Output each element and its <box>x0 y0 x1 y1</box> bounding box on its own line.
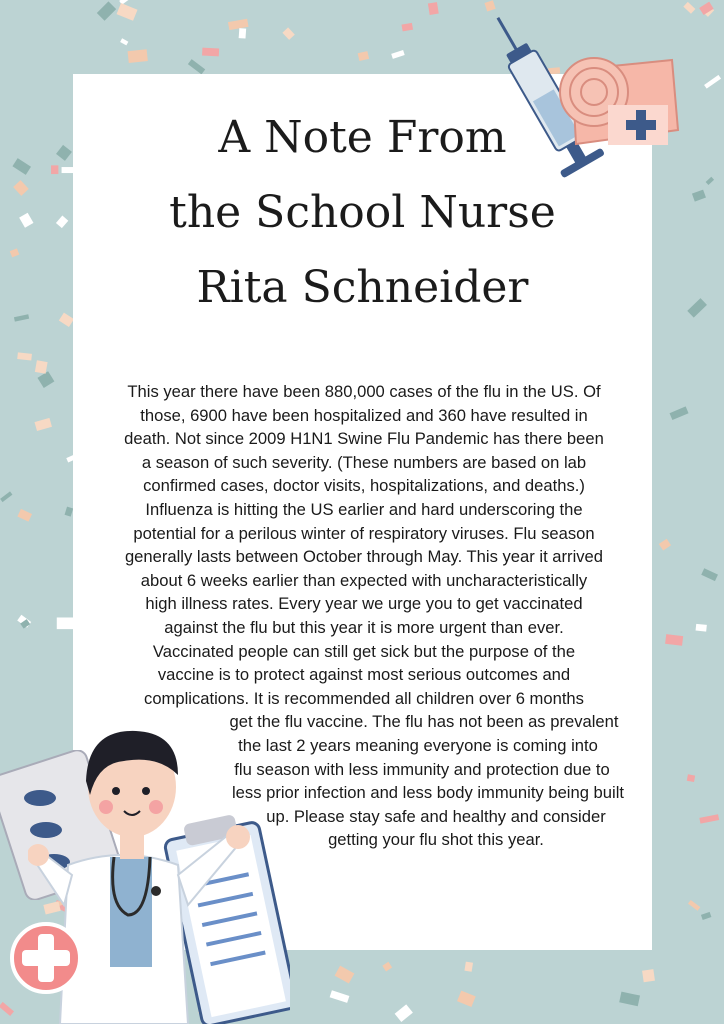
confetti-piece <box>117 3 138 21</box>
confetti-piece <box>202 48 219 57</box>
confetti-piece <box>97 1 116 20</box>
title-line: the School Nurse <box>169 187 556 238</box>
confetti-piece <box>457 991 476 1007</box>
confetti-piece <box>10 248 20 257</box>
title-line: A Note From <box>218 112 507 163</box>
body-line: potential for a perilous winter of respiratory viruses. Flu season <box>133 523 595 543</box>
body-line: complications. It is recommended all children over 6 months <box>144 688 584 708</box>
confetti-piece <box>659 539 671 551</box>
confetti-piece <box>57 617 75 629</box>
confetti-piece <box>59 313 74 327</box>
confetti-piece <box>401 23 413 32</box>
confetti-piece <box>683 2 695 14</box>
page-title <box>73 100 652 325</box>
confetti-piece <box>335 966 355 984</box>
body-line: flu season with less immunity and protection due to <box>234 759 610 779</box>
confetti-piece <box>65 507 74 517</box>
confetti-piece <box>692 190 706 202</box>
confetti-piece <box>701 912 711 920</box>
confetti-piece <box>34 418 51 431</box>
body-line: vaccine is to protect against most serious outcomes and <box>157 665 571 685</box>
confetti-piece <box>239 28 247 38</box>
confetti-piece <box>358 51 369 61</box>
confetti-piece <box>706 177 714 185</box>
confetti-piece <box>670 406 689 420</box>
body-line: Vaccinated people can still get sick but the purpose of the <box>152 641 576 661</box>
body-line: Influenza is hitting the US earlier and hard underscoring the <box>145 499 583 519</box>
confetti-piece <box>12 158 31 175</box>
confetti-piece <box>282 27 294 39</box>
confetti-piece <box>688 900 700 911</box>
title-line: Rita Schneider <box>196 262 529 313</box>
confetti-piece <box>128 49 148 63</box>
body-line: confirmed cases, doctor visits, hospitalizations, and deaths.) <box>143 476 585 496</box>
body-line: those, 6900 have been hospitalized and 360 have resulted in <box>140 405 588 425</box>
body-line: up. Please stay safe and healthy and consider <box>266 806 606 826</box>
confetti-piece <box>17 509 32 522</box>
confetti-piece <box>13 180 29 196</box>
confetti-piece <box>665 634 683 646</box>
confetti-piece <box>391 50 404 59</box>
confetti-piece <box>17 352 32 360</box>
body-line: death. Not since 2009 H1N1 Swine Flu Pandemic has there been <box>124 429 604 449</box>
confetti-piece <box>56 216 68 229</box>
confetti-piece <box>228 19 249 30</box>
confetti-piece <box>701 568 718 581</box>
body-line: This year there have been 880,000 cases of the flu in the US. Of <box>127 382 601 401</box>
first-aid-cross-icon <box>6 918 86 998</box>
body-line: against the flu but this year it is more urgent than ever. <box>164 617 564 637</box>
body-line: getting your flu shot this year. <box>328 830 544 850</box>
confetti-piece <box>395 1004 413 1022</box>
confetti-piece <box>0 491 12 502</box>
confetti-piece <box>696 624 707 632</box>
confetti-piece <box>37 371 54 388</box>
confetti-piece <box>704 75 721 89</box>
confetti-piece <box>382 962 392 972</box>
confetti-piece <box>330 990 350 1003</box>
confetti-piece <box>464 962 473 972</box>
body-line: the last 2 years meaning everyone is coming into <box>238 735 598 755</box>
body-line: a season of such severity. (These numbers are based on lab <box>141 452 587 472</box>
confetti-piece <box>120 38 128 45</box>
confetti-piece <box>687 298 707 317</box>
confetti-piece <box>51 165 58 174</box>
body-line: generally lasts between October through May. This year it arrived <box>124 547 604 567</box>
body-line: less prior infection and less body immunity being built <box>232 783 624 803</box>
confetti-piece <box>35 360 48 374</box>
body-line: about 6 weeks earlier than expected with uncharacteristically <box>140 570 588 590</box>
confetti-piece <box>687 774 695 782</box>
confetti-piece <box>56 145 72 161</box>
confetti-piece <box>14 314 29 321</box>
confetti-piece <box>19 213 33 228</box>
confetti-piece <box>619 992 640 1007</box>
confetti-piece <box>699 814 719 823</box>
body-line: get the flu vaccine. The flu has not been as prevalent <box>229 712 619 732</box>
confetti-piece <box>428 2 439 15</box>
body-line: high illness rates. Every year we urge you to get vaccinated <box>145 594 583 614</box>
confetti-piece <box>642 969 655 982</box>
confetti-piece <box>188 59 205 74</box>
confetti-piece <box>0 1002 14 1016</box>
